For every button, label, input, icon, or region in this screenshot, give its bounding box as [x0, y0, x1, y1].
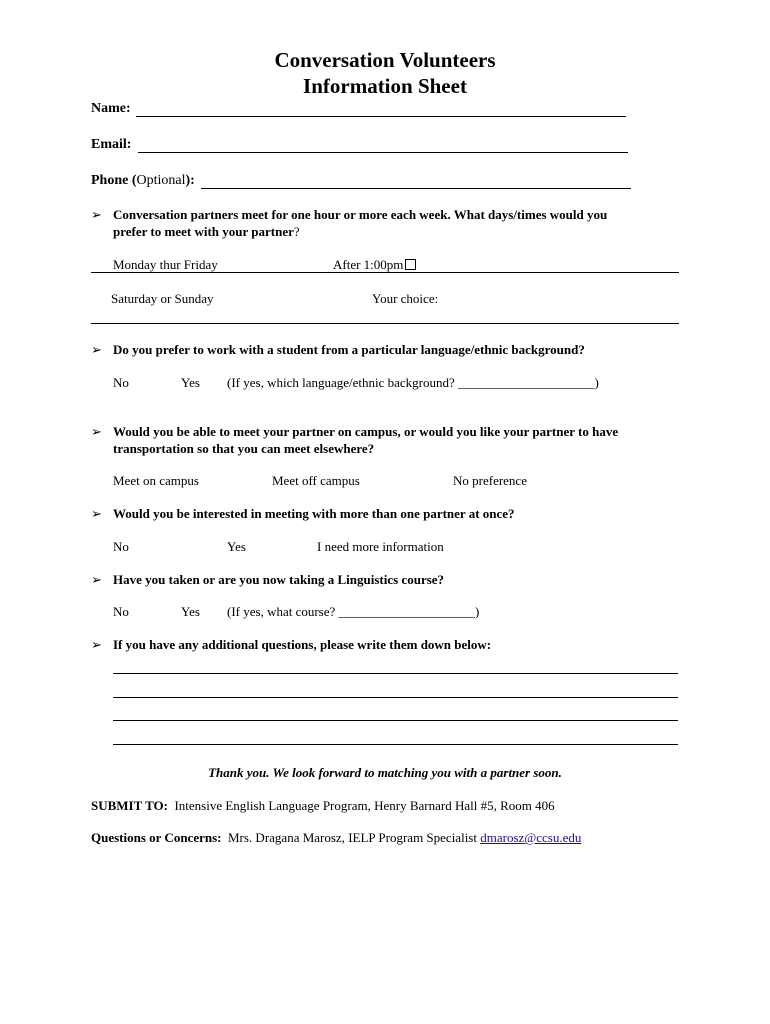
checkbox-icon[interactable]	[405, 259, 416, 270]
q3-on-campus-option[interactable]: Meet on campus	[113, 473, 199, 488]
page-subtitle: Information Sheet	[303, 74, 467, 98]
q5-no-option[interactable]: No	[113, 604, 129, 619]
answer-line[interactable]	[113, 673, 678, 674]
answer-line[interactable]	[113, 697, 678, 698]
q4-text: Would you be interested in meeting with more than one partner at once?	[113, 506, 515, 521]
bullet-icon: ➢	[91, 572, 102, 587]
bullet-icon: ➢	[91, 207, 102, 222]
email-label: Email:	[91, 137, 132, 152]
q2-yes-option[interactable]: Yes	[181, 375, 200, 390]
page-title: Conversation Volunteers	[274, 48, 496, 72]
q1-line2: prefer to meet with your partner?	[113, 224, 300, 239]
q4-yes-option[interactable]: Yes	[227, 539, 246, 554]
bullet-icon: ➢	[91, 637, 102, 652]
email-field[interactable]	[138, 152, 628, 153]
answer-line[interactable]	[113, 720, 678, 721]
q2-text: Do you prefer to work with a student from a particular language/ethnic background?	[113, 342, 585, 357]
q5-yes-option[interactable]: Yes	[181, 604, 200, 619]
divider	[91, 272, 679, 273]
name-field[interactable]	[136, 116, 626, 117]
q1-after-option[interactable]: After 1:00pm	[333, 257, 416, 273]
answer-line[interactable]	[113, 744, 678, 745]
q3-no-preference-option[interactable]: No preference	[453, 473, 527, 488]
phone-field[interactable]	[201, 188, 631, 189]
thank-you-note: Thank you. We look forward to matching you with a partner soon.	[208, 765, 562, 780]
divider	[91, 323, 679, 324]
q1-weekend-option[interactable]: Saturday or Sunday	[111, 291, 214, 306]
q3-line1: Would you be able to meet your partner on campus, or would you like your partner to have	[113, 424, 619, 439]
q5-text: Have you taken or are you now taking a Linguistics course?	[113, 572, 445, 587]
bullet-icon: ➢	[91, 506, 102, 521]
submit-to-line: SUBMIT TO: Intensive English Language Program, Henry Barnard Hall #5, Room 406	[91, 798, 555, 813]
q2-ifyes-field[interactable]: (If yes, which language/ethnic background? _____________________)	[227, 375, 599, 390]
name-label: Name:	[91, 101, 131, 116]
q1-choice-option[interactable]: Your choice:	[372, 291, 439, 306]
q1-line1: Conversation partners meet for one hour or more each week. What days/times would you	[113, 207, 608, 222]
contact-line: Questions or Concerns: Mrs. Dragana Marosz, IELP Program Specialist dmarosz@ccsu.edu	[91, 830, 582, 845]
q6-text: If you have any additional questions, please write them down below:	[113, 637, 492, 652]
q4-no-option[interactable]: No	[113, 539, 129, 554]
bullet-icon: ➢	[91, 424, 102, 439]
phone-label: Phone (Optional):	[91, 173, 195, 188]
email-link[interactable]: dmarosz@ccsu.edu	[480, 830, 582, 845]
q1-weekday-option[interactable]: Monday thur Friday	[113, 257, 218, 272]
q4-more-info-option[interactable]: I need more information	[317, 539, 444, 554]
q5-ifyes-field[interactable]: (If yes, what course? _____________________)	[227, 604, 480, 619]
q2-no-option[interactable]: No	[113, 375, 129, 390]
q3-line2: transportation so that you can meet elsewhere?	[113, 441, 375, 456]
bullet-icon: ➢	[91, 342, 102, 357]
q3-off-campus-option[interactable]: Meet off campus	[272, 473, 360, 488]
